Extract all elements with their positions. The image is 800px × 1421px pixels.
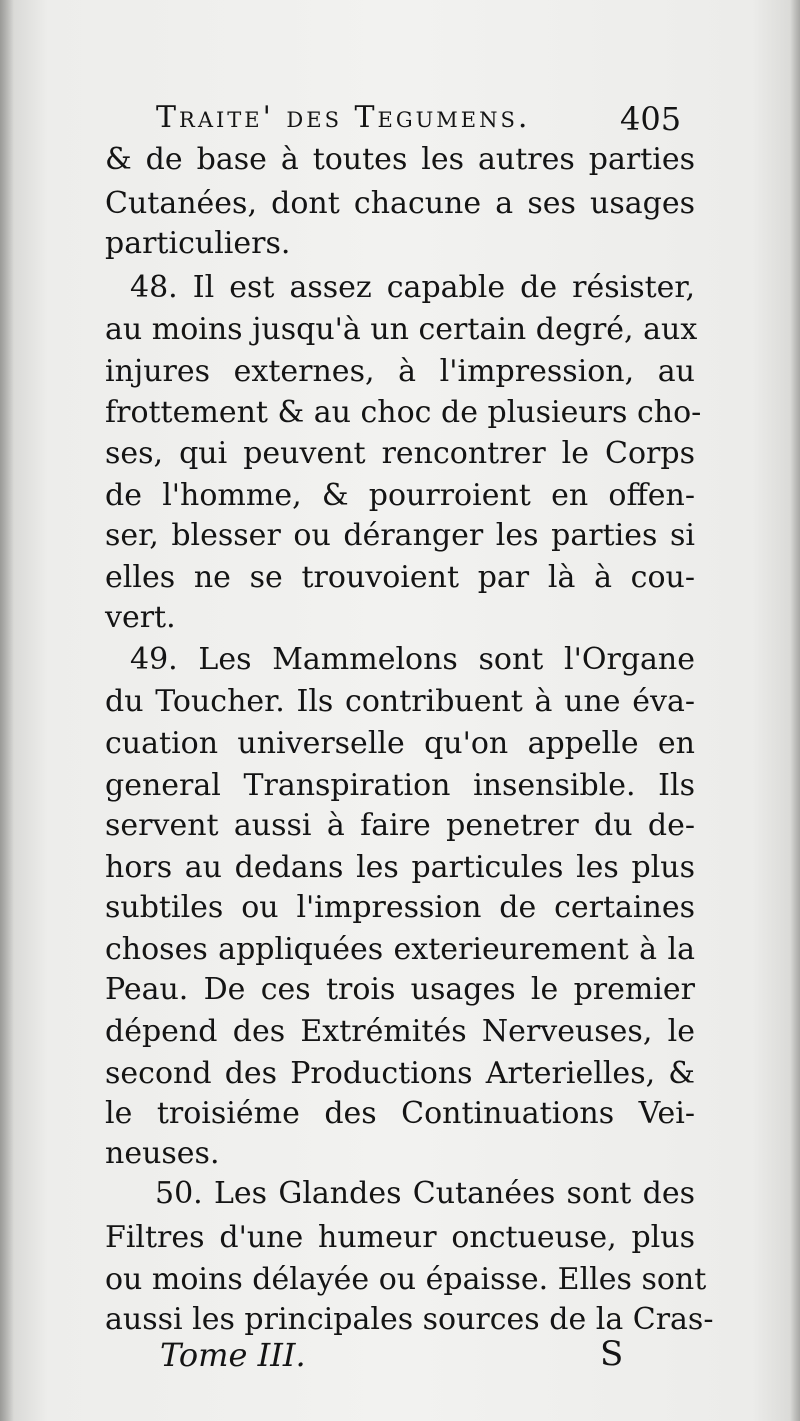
text-line: de l'homme, & pourroient en offen- [105, 478, 695, 513]
text-line: & de base à toutes les autres parties [105, 142, 695, 177]
text-line: aussi les principales sources de la Cras- [105, 1302, 714, 1337]
text-line: injures externes, à l'impression, au [105, 354, 695, 389]
text-line: ser, blesser ou déranger les parties si [105, 518, 695, 553]
text-line: Filtres d'une humeur onctueuse, plus [105, 1220, 695, 1255]
page-edge-shadow [790, 0, 800, 1421]
volume-label: Tome III. [160, 1336, 306, 1374]
text-line: au moins jusqu'à un certain degré, aux [105, 312, 698, 347]
text-line: frottement & au choc de plusieurs cho- [105, 395, 702, 430]
text-line: dépend des Extrémités Nerveuses, le [105, 1014, 695, 1049]
page-number: 405 [620, 100, 682, 138]
text-line: particuliers. [105, 226, 291, 261]
text-line: cuation universelle qu'on appelle en [105, 726, 695, 761]
text-line: du Toucher. Ils contribuent à une éva- [105, 684, 695, 719]
page-gutter-shadow [0, 0, 14, 1421]
text-line: vert. [105, 600, 176, 635]
text-line: 50. Les Glandes Cutanées sont des [155, 1176, 695, 1211]
text-line: ses, qui peuvent rencontrer le Corps [105, 436, 695, 471]
text-line: second des Productions Arterielles, & [105, 1056, 695, 1091]
text-line: Peau. De ces trois usages le premier [105, 972, 695, 1007]
text-line: elles ne se trouvoient par là à cou- [105, 560, 695, 595]
text-line: ou moins délayée ou épaisse. Elles sont [105, 1262, 707, 1297]
text-line: subtiles ou l'impression de certaines [105, 890, 695, 925]
text-line: le troisiéme des Continuations Vei- [105, 1096, 695, 1131]
text-line: choses appliquées exterieurement à la [105, 932, 695, 967]
signature-mark: S [600, 1334, 624, 1374]
text-line: neuses. [105, 1136, 220, 1171]
text-line: general Transpiration insensible. Ils [105, 768, 695, 803]
text-line: 49. Les Mammelons sont l'Organe [130, 642, 695, 677]
text-line: hors au dedans les particules les plus [105, 850, 695, 885]
text-line: 48. Il est assez capable de résister, [130, 270, 695, 305]
text-line: Cutanées, dont chacune a ses usages [105, 186, 695, 221]
text-line: servent aussi à faire penetrer du de- [105, 808, 695, 843]
running-title: Traite' des Tegumens. [156, 100, 531, 135]
